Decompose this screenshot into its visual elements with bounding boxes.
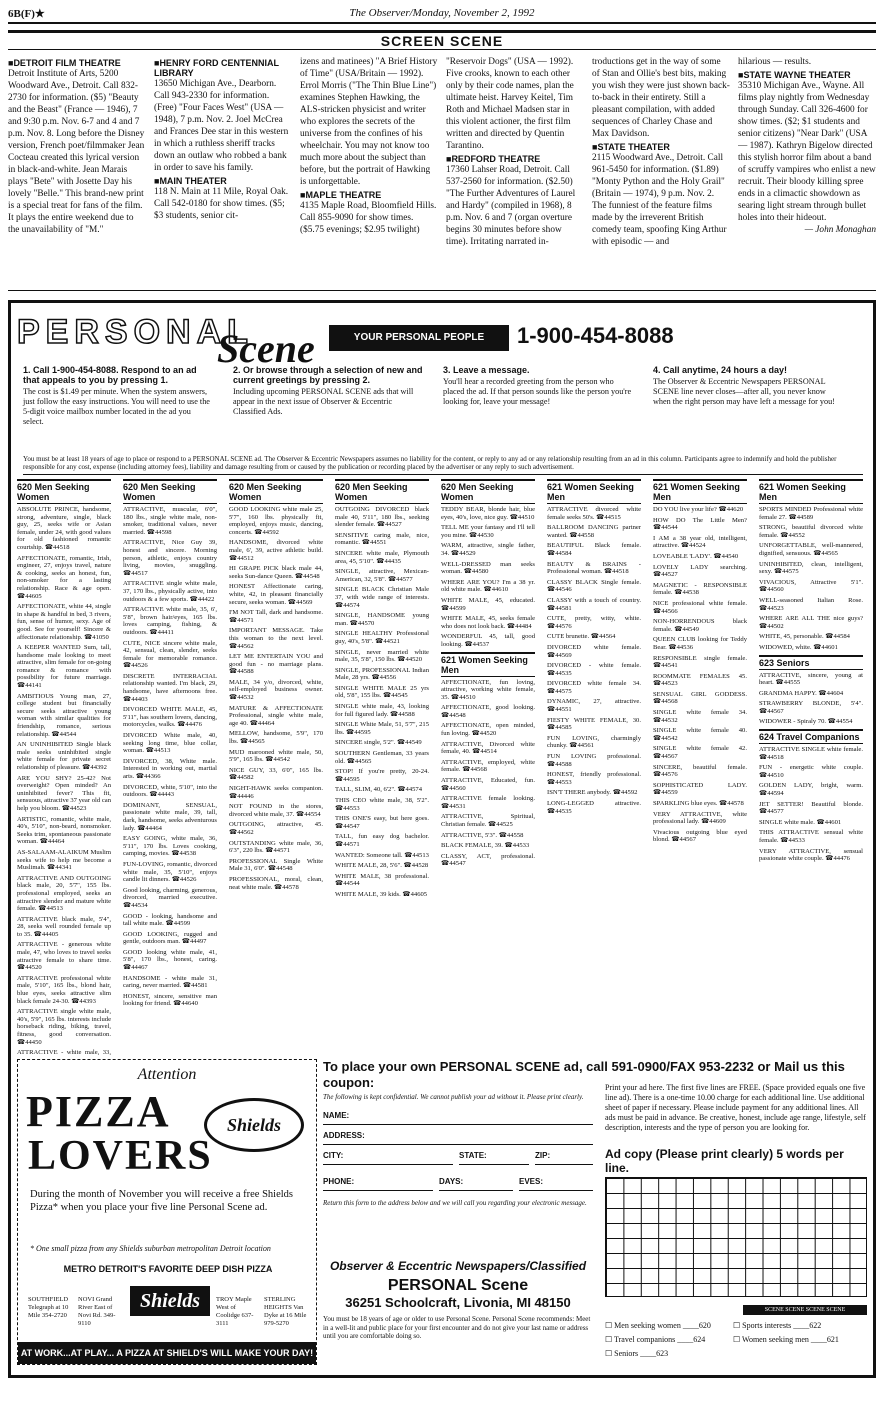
shields-logo: Shields (204, 1098, 304, 1152)
ad-list (335, 506, 429, 899)
publisher-name: Observer & Eccentric Newspapers/Classified (329, 1259, 587, 1273)
personal-ad: THIS ONE'S easy, but here goes. ☎44547 (335, 815, 429, 830)
ad-list (759, 506, 863, 652)
personal-ad: LONG-LEGGED attractive. ☎44535 (547, 800, 641, 815)
address-field[interactable]: ADDRESS: (323, 1131, 593, 1145)
personal-ad: AFFECTIONATE, open minded, fun loving. ☎44520 (441, 722, 535, 738)
personal-ad: ATTRACTIVE AND OUTGOING black male, 20, 5'7", 155 lbs. professional employed, seeks an attractive slender and mature white female. ☎44513 (17, 874, 111, 913)
personal-ad: I AM a 38 year old, intelligent, attractive. ☎44524 (653, 534, 747, 550)
personal-ad: NIGHT-HAWK seeks companion. ☎44446 (229, 785, 323, 800)
personal-ad: DIVORCED white female. ☎44569 (547, 643, 641, 659)
personal-ad: DIVORCED White male, 40, seeking long time, blue collar, woman. ☎44513 (123, 732, 217, 755)
personal-ad: BEAUTY & BRAINS - Professional woman. ☎44518 (547, 560, 641, 576)
personal-ad: GOOD LOOKING, rugged and gentle, outdoors man. ☎44497 (123, 930, 217, 946)
location: STERLING HEIGHTS Van Dyke at 16 Mile 979-5270 (264, 1296, 307, 1327)
listing-text: 35310 Michigan Ave., Wayne. All films play nightly from Wednesday through Sunday. Call 326-4600 for show times. ($2; $1 students and senior citizens) "Near Dark" (USA — 1987). Kathryn Bigelow directed this stylish horror film about a band of scruffy vampires who enlist a new recruit. Their bloody killing spree ends in a climactic showdown as searing light stream through bullet holes into their hideout. (738, 81, 876, 223)
page-number: 6B(F)★ (8, 8, 45, 20)
listings (8, 56, 876, 270)
personal-ad: AFFECTIONATE, white 44, single in shape & handful in bed, 3 rivers, fun, sense of humor, sexy. Age of good. See for yourself! Sincere & affectionate relationship. ☎41050 (17, 603, 111, 641)
personal-ad: HONEST Affectionate caring, white, 42, in pleasant financially secure, seeks woman. ☎44569 (229, 583, 323, 606)
step-title: 1. Call 1-900-454-8088. Respond to an ad that appeals to you by pressing 1. (23, 365, 197, 385)
name-field[interactable]: NAME: (323, 1111, 593, 1125)
listing-column (592, 56, 730, 270)
personal-ad: WIDOWER - Spiraly 70. ☎44554 (759, 718, 853, 726)
personal-ad: SINGLE white male, 43, looking for full figured lady. ☎44588 (335, 703, 429, 718)
personal-ad: Good looking, charming, generous, divorced, married executive. ☎44534 (123, 886, 217, 909)
personal-ad: ATTRACTIVE, Nice Guy 39, honest and sincere. Morning person, athletic, enjoys country living, movies, snuggling. ☎44517 (123, 539, 217, 577)
personal-ad: GOOD LOOKING white male 25, 5'7", 160 lbs. physically fit, employed, enjoys music, dancing, concerts. ☎44592 (229, 506, 323, 536)
personal-ad: CLASSY BLACK Single female. ☎44546 (547, 578, 641, 594)
personal-ad: OUTGOING DIVORCED black male 40, 5'11", 180 lbs., seeking slender female. ☎44527 (335, 506, 429, 529)
personal-ad: AN UNINHIBITED Single black male seeks uninhibited single white female for private secret relationship of pleasure. ☎44392 (17, 741, 111, 771)
personal-ad: CLASSY with a touch of country. ☎44581 (547, 596, 641, 612)
personal-ad: STOP! If you're pretty, 20-24. ☎44595 (335, 768, 429, 783)
personal-ad: SINGLE BLACK Christian Male 37, with wide range of interests. ☎44574 (335, 586, 429, 609)
personal-ad: ARTISTIC, romantic, white male, 40's, 5'10", non-beard, nonsmoker. Seeks trim, spontaneous passionate woman. ☎44464 (17, 815, 111, 846)
step-title: 4. Call anytime, 24 hours a day! (653, 365, 788, 375)
personal-ad: SINGLE white male. ☎44601 (759, 818, 842, 826)
personal-ad: TEDDY BEAR, blonde hair, blue eyes, 40's, love, nice guy. ☎44510 (441, 506, 535, 521)
personal-ad: AFFECTIONATE, romantic, Irish, engineer, 27, enjoys travel, nature & cooking, seeks an honest, fun, non-smoker for a lasting relationship. Race & age open. ☎44605 (17, 554, 111, 600)
personal-ad: HONEST, friendly professional. ☎44553 (547, 771, 641, 786)
state-field[interactable]: STATE: (459, 1151, 529, 1165)
personal-ad: GOLDEN LADY, bright, warm. ☎44594 (759, 782, 863, 798)
personal-ad: GOOD looking white male, 41, 5'8", 170 lbs., honest, caring. ☎44467 (123, 948, 217, 972)
masthead: The Observer/Monday, November 2, 1992 (349, 7, 535, 19)
section-title: SCREEN SCENE (8, 30, 876, 50)
personal-ad: JET SETTER! Beautiful blonde. ☎44577 (759, 800, 863, 816)
ad-list (229, 506, 323, 891)
print-instructions: Print your ad here. The first five lines are FREE. (Space provided equals one five line ad). There is a one-time 10.00 charge for each additional line. Use additional sheet of paper if necessary. Please include payment for any additional lines. All ads must be paid in advance. Be creative, honest, include age range, lifestyle, self description, interests and the type of person you are looking for. (605, 1083, 866, 1132)
personal-ad: WHITE, 45, personable. ☎44584 (759, 633, 850, 641)
personal-ad: MUD marooned white male, 50, 5'9", 165 lbs. ☎44542 (229, 748, 323, 764)
personal-ad: WHITE MALE, 39 kids. ☎44605 (335, 890, 428, 898)
ad-coupon (323, 1059, 867, 1365)
step (233, 365, 423, 417)
personal-ad: ATTRACTIVE - generous white male, 47, who loves to travel seeks attractive female to share time. ☎44520 (17, 941, 111, 972)
personal-ad: QUEEN CLUB looking for Teddy Bear. ☎44536 (653, 636, 747, 651)
divider (8, 290, 876, 291)
byline: — John Monaghan (804, 225, 876, 235)
listing-text: troductions get in the way of some of Stan and Ollie's best bits, making you wish they were just shown back-to-back in their entirety. Still a pleasant compilation, with added sequences of Charley Chase and Max Davidson. (592, 57, 730, 139)
personal-ad: ATTRACTIVE female looking. ☎44531 (441, 795, 535, 810)
instructions (23, 365, 863, 453)
listing-column (446, 56, 584, 270)
personal-ad: HOW DO The Little Men? ☎44544 (653, 516, 747, 532)
personal-ad: MAGNETIC - RESPONSIBLE female. ☎44538 (653, 581, 747, 597)
promo-text: During the month of November you will receive a free Shields Pizza* when you place your five line Personal Scene ad. (30, 1189, 294, 1213)
personal-ad: DIVORCED, white, 5'10", into the outdoors. ☎44443 (123, 783, 217, 799)
personal-ad: AFFECTIONATE, fun loving, attractive, working white female, 35. ☎44510 (441, 678, 535, 701)
personal-ad: ATTRACTIVE divorced white female seeks 50's. ☎44515 (547, 506, 641, 521)
personal-ad: WELL-seasoned Italian Rose. ☎44523 (759, 596, 863, 612)
personal-ad: TELL ME your fantasy and I'll tell you mine. ☎44530 (441, 524, 535, 539)
ad-column-heading: 620 Men Seeking Women (123, 479, 217, 504)
personal-ad: PROFESSIONAL, moral, clean, neat white male. ☎44578 (229, 875, 323, 891)
eves-field[interactable]: EVES: (519, 1177, 593, 1191)
personal-scene-section (8, 300, 876, 1378)
ad-column-heading: 621 Women Seeking Men (441, 652, 535, 677)
step-title: 3. Leave a message. (443, 365, 530, 375)
personal-ad: ATTRACTIVE, Educated, fun. ☎44560 (441, 777, 535, 792)
personal-ad: PROFESSIONAL Single White Male 31, 6'0". ☎44548 (229, 857, 323, 873)
personal-ad: BEAUTIFUL Black female. ☎44584 (547, 542, 641, 557)
personal-ad: DIVORCED, 38, White male. Interested in working out, martial arts. ☎44366 (123, 757, 217, 780)
personal-ad: AS-SALAAM-ALAIKUM Muslim seeks wife to help me become a Muslimah. ☎44341 (17, 848, 111, 872)
ad-column-heading: 621 Women Seeking Men (653, 479, 747, 504)
personal-ad: TALL, fun easy dog bachelor. ☎44571 (335, 833, 429, 848)
personal-ad: ISN'T THERE anybody. ☎44592 (547, 789, 638, 797)
personal-ad: VERY ATTRACTIVE, sensual passionate white couple. ☎44476 (759, 847, 863, 863)
personal-ad: ATTRACTIVE - white male, 33, (17, 1049, 111, 1055)
listing-text: "Reservoir Dogs" (USA — 1992). Five crooks, known to each other only by their code names, plan the ultimate heist. Harvey Keitel, Tim Roth and Michael Madsen star in this violent actioner, the first film written and directed by Quentin Tarantino. (446, 57, 574, 151)
personal-ad: DIVORCED white female 34. ☎44575 (547, 680, 641, 695)
ad-column (759, 479, 863, 1055)
ad-column-heading: 620 Men Seeking Women (335, 479, 429, 504)
listing-column (738, 56, 876, 270)
personal-ad: SINCERE single, 5'2". ☎44549 (335, 739, 422, 747)
personal-ad: SINCERE, beautiful female. ☎44576 (653, 763, 747, 779)
personal-ad: UNFORGETTABLE, well-mannered, dignified, sensuous. ☎44565 (759, 542, 863, 557)
personal-ad: DIVORCED WHITE MALE, 45, 5'11", has southern lovers, dancing, motorcycles, walks. ☎44476 (123, 706, 217, 729)
personal-ad: ATTRACTIVE, muscular, 6'0", 180 lbs., single white male, non-smoker, traditional values, never married. ☎44598 (123, 506, 217, 536)
personal-ad: WARM, attractive, single father, 34. ☎44529 (441, 542, 535, 557)
personal-ad: CUTE, NICE sincere white male, 42, sensual, clean, slender, seeks female for memorable romance. ☎44526 (123, 639, 217, 670)
personal-ad: A KEEPER WANTED Sum, tall, handsome male looking to meet attractive, slim female for on-going romance & romance with possibility for future marriage. ☎44141 (17, 644, 111, 690)
personal-ad: WHITE MALE, 28, 5'6". ☎44528 (335, 862, 429, 870)
shields-wordmark: Shields (130, 1286, 210, 1316)
ad-list (759, 746, 863, 863)
ad-column-heading: 620 Men Seeking Women (17, 479, 111, 504)
personal-ad: SINGLE WHITE MALE 25 yrs old, 5'8", 155 lbs. ☎44545 (335, 684, 429, 700)
personal-ad: Vivacious outgoing blue eyed blond. ☎44567 (653, 828, 747, 844)
personal-ad: SOUTHERN Gentleman, 33 years old. ☎44565 (335, 750, 429, 765)
personal-ad: RESPONSIBLE single female. ☎44541 (653, 654, 747, 670)
personal-ad: ATTRACTIVE black male, 5'4", 28, seeks well rounded female up to 35. ☎44405 (17, 915, 111, 938)
personal-ad: WHITE MALE, 45, educated. ☎44599 (441, 596, 535, 612)
personal-ad: NICE professional white female. ☎44566 (653, 599, 747, 615)
listing-text: 17360 Lahser Road, Detroit. Call 537-2560 for information. ($2.50) "The Further Adventures of Laurel and Hardy" (compiled in 1968), 8 p.m. Nov. 6 and 7 (organ overture begins 30 minutes before show time). Irritating narrated in- (446, 165, 576, 247)
category-checkbox[interactable]: ☐ Travel companions ____624 (605, 1335, 706, 1344)
listing-text: izens and matinees) "A Brief History of Time" (USA/Britain — 1992). Errol Morris ("The Thin Blue Line") examines Stephen Hawking, the ALS-stricken physicist and writer who explores the secrets of the universe from the confines of his wheelchair. You may not know too much more about the subject than before, but the portrait of Hawking is unforgettable. (300, 57, 438, 187)
personal-ad: AMBITIOUS Young man, 27, college student but financially secure seeks attractive young woman with similar qualities for friendship, romance, serious relationship. ☎44544 (17, 692, 111, 738)
step-text: Including upcoming PERSONAL SCENE ads that will appear in the next issue of Observer & Eccentric Classified Ads. (233, 387, 414, 416)
personal-ad: GRANDMA HAPPY. ☎44604 (759, 689, 844, 697)
metro-tagline: METRO DETROIT'S FAVORITE DEEP DISH PIZZA (63, 1264, 273, 1274)
listing-text: Detroit Institute of Arts, 5200 Woodward Ave., Detroit. Call 832-2730 for information. ($5) "Beauty and the Beast" (France — 1946), 7 and 9:30 p.m. Nov. 6-7 and 4 and 7 p.m. Nov. 8. Long before the Disney version, French poet/filmmaker Jean Cocteau created this lyrical version in black-and-white. Jean Marais plays "Bete" with Josette Day his lovely "Belle." This brand-new print is a special treat for fans of the film. It plays the entire weekend due to the unavailability of "M." (8, 69, 145, 235)
step-text: The Observer & Eccentric Newspapers PERSONAL SCENE line never closes—after all, you never know when the right person may have left a message for you! (653, 377, 835, 406)
location: SOUTHFIELD Telegraph at 10 Mile 354-2720 (28, 1296, 69, 1319)
pizza-headline: PIZZA (26, 1087, 171, 1136)
personal-ad: ATTRACTIVE, 5'3". ☎44558 (441, 831, 524, 839)
personal-ad: GOOD - looking, handsome and tall white male. ☎44599 (123, 912, 217, 928)
personal-ad: STRONG, beautiful divorced white female. ☎44552 (759, 524, 863, 539)
personal-ad: SINGLE HEALTHY Professional guy, 40's, 5'8". ☎44521 (335, 630, 429, 645)
personal-ad: ARE YOU SHY? 25-42? Not overweight? Open minded? An uninhibited fever? This fit, sensuous, attractive 37 year old can help you bloom. ☎44523 (17, 774, 111, 812)
promo-note: * One small pizza from any Shields suburban metropolitan Detroit location (30, 1244, 271, 1253)
personal-ad: ATTRACTIVE, sincere, young at heart. ☎44555 (759, 671, 863, 687)
personal-ad: DYNAMIC, 27, attractive. ☎44551 (547, 698, 641, 714)
ad-list (441, 679, 535, 868)
listing-heading: ■ HENRY FORD CENTENNIAL LIBRARY (154, 58, 292, 78)
phone-number[interactable]: 1-900-454-8088 (517, 323, 674, 348)
listing-text: 4135 Maple Road, Bloomfield Hills. Call 855-9090 for show times. ($5.75 evenings; $2.95 twilight) (300, 201, 437, 235)
personal-ad: BLACK FEMALE, 39. ☎44533 (441, 842, 530, 850)
personal-ad: VIVACIOUS, Attractive 5'1". ☎44560 (759, 578, 863, 594)
personal-ad: SENSITIVE caring male, nice, romantic. ☎44551 (335, 531, 429, 547)
personal-ad: SINGLE White Male, 51, 5'7", 215 lbs. ☎44595 (335, 721, 429, 736)
category-checkboxes (605, 1319, 867, 1361)
step-text: The cost is $1.49 per minute. When the system answers, just follow the easy instructions. You will need to use the 5-digit voice mailbox number located in the ad you select. (23, 387, 210, 426)
personal-ad: UNINHIBITED, clean, intelligent, sexy. ☎44575 (759, 560, 863, 576)
personal-ad: HANDSOME, divorced white male, 6', 39, active athletic build. ☎44512 (229, 539, 323, 562)
personal-ad: ABSOLUTE PRINCE, handsome, strong, adventure, single, black guy, 25, seeks wife or Asian female, under 24, with good values for old fashioned romantic courtship. ☎44518 (17, 506, 111, 551)
scene-logo: Scene (217, 326, 315, 371)
days-field[interactable]: DAYS: (439, 1177, 513, 1191)
personal-ad: DOMINANT, SENSUAL, passionate white male, 39, tall, dark, handsome, seeks adventurous lady. ☎44464 (123, 801, 217, 832)
step-title: 2. Or browse through a selection of new and current greetings by pressing 2. (233, 365, 423, 385)
safety-note: You must be 18 years of age or older to use Personal Scene. Personal Scene recommends: Meet in a well-lit and public place for your first encounter and do not give your last name or address until you are comfortable doing so. (323, 1315, 591, 1340)
ad-column (653, 479, 747, 1055)
lovers-headline: LOVERS (28, 1133, 213, 1179)
personal-ad: SINGLE white female 40. ☎44542 (653, 727, 747, 742)
listing-heading: ■ STATE WAYNE THEATER (738, 70, 876, 80)
personal-ad: THIS ATTRACTIVE sensual white female. ☎44533 (759, 829, 863, 844)
listing-column (8, 56, 146, 270)
personal-ad: DO YOU live your life? ☎44620 (653, 506, 744, 513)
ad-column (547, 479, 641, 1055)
personal-ad: HANDSOME - white male 31, caring, never married. ☎44581 (123, 974, 217, 990)
personal-ad: FUN LOVING professional. ☎44588 (547, 753, 641, 768)
tagline: YOUR PERSONAL PEOPLE CONNECTION (329, 325, 509, 351)
personal-ad: ATTRACTIVE, Spiritual, Christian female. ☎44525 (441, 813, 535, 828)
ad-columns (17, 479, 867, 1055)
ad-copy-grid[interactable] (605, 1177, 867, 1297)
personal-ad: SINGLE white female 34. ☎44532 (653, 709, 747, 724)
listing-text: 118 N. Main at 11 Mile, Royal Oak. Call 542-0180 for show times. ($5; $3 students, senior cit- (154, 187, 289, 221)
personal-ad: SINGLE, attractive, Mexican-American, 32, 5'8". ☎44577 (335, 568, 429, 583)
personal-ad: FUN-LOVING, romantic, divorced white male, 35, 5'10", enjoys candle lit dinners. ☎44526 (123, 860, 217, 884)
personal-ad: ATTRACTIVE, employed, white female. ☎44568 (441, 758, 535, 774)
category-checkbox[interactable]: ☐ Women seeking men ____621 (733, 1335, 839, 1344)
ad-list (123, 506, 217, 1008)
personal-ad: ATTRACTIVE, Divorced white female, 40. ☎44514 (441, 740, 535, 756)
mailing-address: 36251 Schoolcraft, Livonia, MI 48150 (345, 1295, 571, 1310)
ad-column (441, 479, 535, 1055)
personal-ad: ATTRACTIVE single white male, 40's, 5'9", 165 lbs. interests include horseback riding, biking, travel, fitness, good conversation. ☎44450 (17, 1008, 111, 1046)
personal-ad: WHITE MALE, 45, seeks female who does not look back. ☎44484 (441, 615, 535, 630)
listing-column (154, 56, 292, 270)
zip-field[interactable]: ZIP: (535, 1151, 593, 1165)
personal-ad: EASY GOING, white male, 36, 5'11", 170 lbs. Loves cooking, camping, movies. ☎44538 (123, 835, 217, 858)
personal-ad: SINGLE white female 42. ☎44567 (653, 745, 747, 761)
personal-ad: ATTRACTIVE single white male, 37, 170 lbs., physically active, into outdoors & a few sports. ☎44422 (123, 580, 217, 603)
personal-ad: SOPHISTICATED LADY. ☎44559 (653, 781, 747, 797)
personal-ad: WANTED: Someone tall. ☎44513 (335, 851, 429, 859)
listing-heading: ■ STATE THEATER (592, 142, 730, 152)
personal-ad: IMPORTANT MESSAGE. Take this woman to the next level. ☎44562 (229, 627, 323, 650)
listing-text: hilarious — results. (738, 57, 812, 67)
ad-column (335, 479, 429, 1055)
personal-ad: BALLROOM DANCING partner wanted. ☎44558 (547, 524, 641, 539)
ad-column-heading: 624 Travel Companions (759, 729, 863, 744)
personal-ad: DIVORCED - white female. ☎44535 (547, 662, 641, 677)
personal-ad: OUTSTANDING white male, 36, 6'3", 220 lbs. ☎44571 (229, 839, 323, 855)
ad-list (759, 672, 863, 727)
ad-column-heading: 620 Men Seeking Women (229, 479, 323, 504)
location: TROY Maple West of Coolidge 637-3111 (216, 1296, 254, 1327)
personal-ad: SINGLE, never married white male, 35, 5'8", 150 lbs. ☎44520 (335, 648, 429, 664)
personal-ad: WHITE MALE, 38 professional. ☎44544 (335, 872, 429, 888)
category-checkbox[interactable]: ☐ Men seeking women ____620 (605, 1321, 711, 1330)
personal-ad: THIS CEO white male, 38, 5'2". ☎44553 (335, 797, 429, 812)
personal-ad: ATTRACTIVE professional white male, 5'10", 165 lbs., blond hair, blue eyes, seeks attractive slim black female 24-30. ☎44393 (17, 974, 111, 1005)
personal-ad: WIDOWED, white. ☎44601 (759, 643, 838, 651)
personal-ad: LET ME ENTERTAIN YOU and good fun - no marriage plans. ☎44588 (229, 653, 323, 676)
personal-ad: VERY ATTRACTIVE, white professional lady. ☎44609 (653, 810, 747, 826)
disclaimer: You must be at least 18 years of age to place or respond to a PERSONAL SCENE ad. The Observer & Eccentric Newspapers assumes no liability for the content, or reply to any ad or any relationship resulting from an ad in this column. Participants agree to indemnify and hold the publisher responsible for any cost, expense (including attorney fees), liability and damage resulting from or caused by the publication or recording placed by the advertiser or any reply to such advertisement. (23, 455, 863, 475)
personal-ad: CUTE brunette. ☎44564 (547, 633, 616, 641)
personal-ad: FIESTY WHITE FEMALE, 30. ☎44585 (547, 716, 641, 732)
personal-logo: PERSONAL (17, 313, 254, 351)
personal-ad: TALL, SLIM, 40, 6'2". ☎44574 (335, 786, 423, 794)
personal-ad: SPARKLING blue eyes. ☎44578 (653, 800, 744, 807)
personal-ad: CLASSY, ACT, professional. ☎44547 (441, 852, 535, 868)
page-header (8, 6, 876, 24)
personal-ad: NON-HORRENDOUS black female. ☎44549 (653, 618, 747, 633)
personal-ad: SPORTS MINDED Professional white female 27. ☎44589 (759, 506, 863, 521)
personal-ad: FUN LOVING, charmingly chunky. ☎44561 (547, 734, 641, 750)
personal-ad: SINCERE white male, Plymouth area, 45, 5'10". ☎44435 (335, 549, 429, 565)
step (653, 365, 843, 407)
personal-ad: SINGLE, PROFESSIONAL Indian Male, 28 yrs. ☎44556 (335, 666, 429, 682)
ad-column-heading: 620 Men Seeking Women (441, 479, 535, 504)
ad-list (17, 506, 111, 1055)
listing-text: 2115 Woodward Ave., Detroit. Call 961-5450 for information. ($1.89) "Monty Python and the Holy Grail" (Britain — 1974), 9 p.m. Nov. 2. The funniest of the feature films made by the irreverent British comedy team, spoofing King Arthur with episodic — and (592, 153, 727, 247)
personal-ad: LOVELY LADY searching. ☎44527 (653, 563, 747, 579)
ad-list (547, 506, 641, 815)
ad-column (229, 479, 323, 1055)
step (23, 365, 213, 427)
personal-ad: FUN - energetic white couple. ☎44510 (759, 764, 863, 779)
personal-ad: ATTRACTIVE white male, 35, 6', 5'8", brown hair/eyes, 165 lbs. loves camping, fishing, & outdoors. ☎44411 (123, 606, 217, 636)
ad-copy-label: Ad copy (Please print clearly) 5 words per line. (605, 1147, 844, 1175)
ad-list (653, 506, 747, 844)
step (443, 365, 633, 407)
listing-heading: ■ MAPLE THEATRE (300, 190, 438, 200)
category-checkbox[interactable]: ☐ Sports interests ____622 (733, 1321, 822, 1330)
personal-ad: NICE GUY, 33, 6'0", 165 lbs. ☎44582 (229, 766, 323, 782)
listing-column (300, 56, 438, 270)
personal-ad: MELLOW, handsome, 5'9", 170 lbs. ☎44565 (229, 730, 323, 746)
city-field[interactable]: CITY: (323, 1151, 453, 1165)
pizza-promo (17, 1059, 317, 1365)
personal-ad: DISCRETE INTERRACIAL relationship wanted. I'm black, 29, handsome, have afternoons free. ☎44403 (123, 672, 217, 703)
personal-ad: STRAWBERRY BLONDE, 5'4". ☎44567 (759, 700, 863, 715)
scene-strip: SCENE SCENE SCENE SCENE (743, 1305, 867, 1315)
listing-heading: ■ MAIN THEATER (154, 176, 292, 186)
personal-ad: AFFECTIONATE, good looking. ☎44548 (441, 704, 535, 719)
ad-column (17, 479, 111, 1055)
personal-ad: WHERE ARE ALL THE nice guys? ☎44502 (759, 615, 863, 630)
personal-ad: LOVEABLE 'LADY'. ☎44540 (653, 552, 739, 560)
personal-ad: NOT FOUND in the stores, divorced white male, 37. ☎44554 (229, 803, 323, 818)
confidential-note: The following is kept confidential. We cannot publish your ad without it. Please print clearly. (323, 1093, 584, 1101)
listing-text: 13650 Michigan Ave., Dearborn. Call 943-2330 for information. (Free) "Four Faces West" (USA — 1948), 7 p.m. Nov. 2. Joel McCrea and Frances Dee star in this western in which a ruthless sheriff tracks down an outlaw who robbed a bank in order to save his family. (154, 79, 289, 173)
ad-list (441, 506, 535, 649)
promo-footer: AT WORK...AT PLAY... A PIZZA AT SHIELD'S WILL MAKE YOUR DAY! (18, 1342, 316, 1364)
location: NOVI Grand River East of Novi Rd. 349-9110 (78, 1296, 116, 1327)
personal-ad: SENSUAL GIRL GODDESS. ☎44568 (653, 690, 747, 706)
personal-ad: WELL-DRESSED man seeks woman. ☎44580 (441, 560, 535, 576)
listing-heading: ■ REDFORD THEATRE (446, 154, 584, 164)
personal-ad: SINGLE, HANDSOME young man. ☎44570 (335, 612, 429, 627)
listing-heading: ■ DETROIT FILM THEATRE (8, 58, 146, 68)
personal-ad: MATURE & AFFECTIONATE Professional, single white male, age 40. ☎44464 (229, 704, 323, 727)
return-note: Return this form to the address below and we will call you regarding your electronic message. (323, 1199, 587, 1207)
ad-column-heading: 621 Women Seeking Men (759, 479, 863, 504)
personal-ad: HI GRAPE PICK black male 44, seeks Sun-dance Queen. ☎44548 (229, 565, 323, 580)
personal-ad: OUTGOING, attractive, 45. ☎44562 (229, 821, 323, 836)
step-text: You'll hear a recorded greeting from the person who placed the ad. If that person sounds like the person you're looking for, leave your message! (443, 377, 632, 406)
coupon-title: To place your own PERSONAL SCENE ad, call 591-0900/FAX 953-2232 or Mail us this coupon: (323, 1059, 845, 1090)
personal-scene-wordmark: PERSONAL Scene (387, 1277, 529, 1294)
ad-column (123, 479, 217, 1055)
personal-ad: CUTE, pretty, witty, white. ☎44576 (547, 615, 641, 630)
personal-ad: WONDERFUL 45, tall, good looking. ☎44537 (441, 633, 535, 648)
category-checkbox[interactable]: ☐ Seniors ____623 (605, 1349, 669, 1358)
phone-field[interactable]: PHONE: (323, 1177, 433, 1191)
attention-label: Attention (137, 1066, 197, 1083)
personal-ad: ATTRACTIVE SINGLE white female. ☎44518 (759, 746, 863, 761)
personal-ad: HONEST, sincere, sensitive man looking for friend. ☎44640 (123, 992, 217, 1008)
personal-ad: I'M NOT Tall, dark and handsome. ☎44571 (229, 609, 323, 624)
personal-ad: ROOMMATE FEMALES 45. ☎44523 (653, 672, 747, 688)
personal-ad: WHERE ARE YOU? I'm a 38 yr. old white male. ☎44610 (441, 578, 535, 594)
personal-ad: MALE, 34 y/o, divorced, white, self-employed business owner. ☎44532 (229, 678, 323, 702)
ad-column-heading: 621 Women Seeking Men (547, 479, 641, 504)
ad-column-heading: 623 Seniors (759, 655, 863, 670)
